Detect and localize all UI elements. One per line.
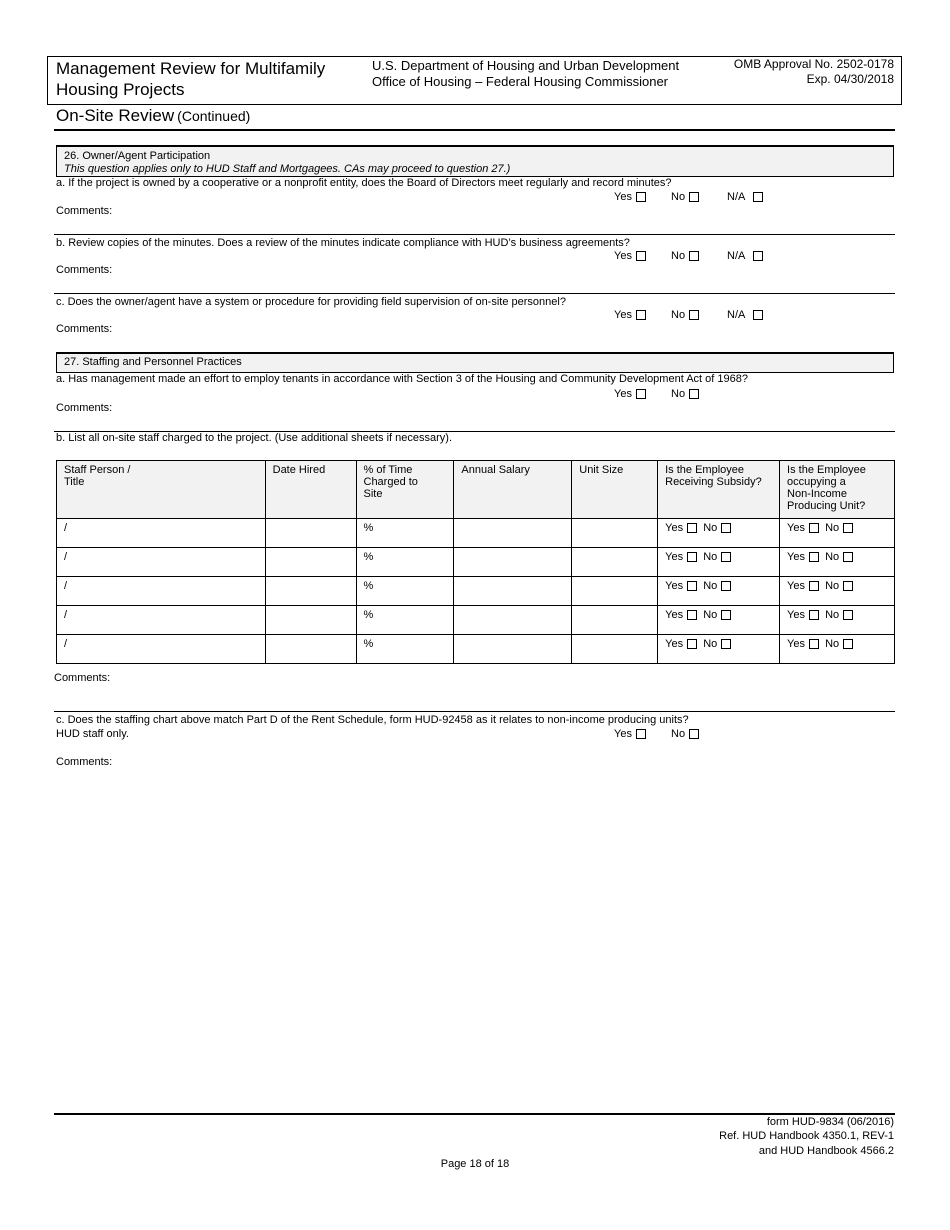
unit-size-cell[interactable] [572, 577, 658, 606]
yes-label: Yes [787, 609, 805, 621]
yes-checkbox[interactable] [687, 610, 697, 620]
no-checkbox[interactable] [689, 389, 699, 399]
percent-sign: % [363, 580, 374, 592]
table-row [57, 548, 895, 577]
percent-time-cell[interactable] [356, 519, 454, 548]
yes-checkbox[interactable] [809, 581, 819, 591]
subsidy-no[interactable] [703, 609, 731, 621]
receiving-subsidy-cell [658, 519, 780, 548]
yes-label: Yes [787, 551, 805, 563]
percent-time-cell[interactable] [356, 635, 454, 664]
divider [54, 293, 895, 294]
no-label: No [671, 250, 686, 262]
subsidy-yes[interactable] [665, 609, 697, 621]
non-income-unit-cell [780, 606, 895, 635]
footer-form-number: form HUD-9834 (06/2016) [766, 1116, 894, 1128]
subsidy-yes[interactable] [665, 638, 697, 650]
no-checkbox[interactable] [721, 610, 731, 620]
percent-time-cell[interactable] [356, 577, 454, 606]
question-26c: c. Does the owner/agent have a system or procedure for providing field supervision of on-site personnel? [56, 296, 566, 308]
unit-size-cell[interactable] [572, 635, 658, 664]
question-26a: a. If the project is owned by a cooperative or a nonprofit entity, does the Board of Directors meet regularly and record minutes? [56, 177, 672, 189]
annual-salary-cell[interactable] [454, 577, 572, 606]
omb-approval: OMB Approval No. 2502-0178 [733, 57, 894, 71]
date-hired-cell[interactable] [265, 635, 356, 664]
col-header-annual-salary: Annual Salary [454, 461, 572, 519]
no-label: No [825, 638, 840, 650]
no-label: No [671, 728, 686, 740]
col-header-percent-time: % of Time Charged to Site [356, 461, 454, 519]
unit-size-cell[interactable] [572, 548, 658, 577]
no-label: No [703, 522, 718, 534]
section-26-header [56, 145, 894, 177]
q27c-yes[interactable] [614, 728, 646, 740]
non-income-yes[interactable] [787, 522, 819, 534]
no-checkbox[interactable] [843, 552, 853, 562]
slash-separator: / [64, 522, 68, 534]
yes-checkbox[interactable] [687, 639, 697, 649]
no-label: No [825, 522, 840, 534]
slash-separator: / [64, 580, 68, 592]
form-title: Management Review for Multifamily Housing Projects [56, 59, 326, 99]
date-hired-cell[interactable] [265, 519, 356, 548]
yes-checkbox[interactable] [687, 581, 697, 591]
receiving-subsidy-cell [658, 606, 780, 635]
page-title-sub: (Continued) [177, 108, 251, 124]
na-label: N/A [727, 309, 746, 321]
yes-checkbox[interactable] [809, 610, 819, 620]
percent-sign: % [363, 551, 374, 563]
yes-label: Yes [787, 522, 805, 534]
staff-person-cell[interactable] [57, 519, 266, 548]
yes-label: Yes [787, 638, 805, 650]
q26b-na[interactable] [727, 250, 763, 262]
yes-checkbox[interactable] [636, 251, 646, 261]
page-title-main: On-Site Review [56, 106, 175, 125]
no-label: No [703, 638, 718, 650]
q26c-no[interactable] [671, 309, 699, 321]
question-27b: b. List all on-site staff charged to the project. (Use additional sheets if necessary). [56, 432, 452, 444]
q27c-no[interactable] [671, 728, 699, 740]
yes-checkbox[interactable] [809, 552, 819, 562]
q26a-no[interactable] [671, 191, 699, 203]
no-checkbox[interactable] [843, 581, 853, 591]
non-income-no[interactable] [825, 638, 853, 650]
no-label: No [825, 580, 840, 592]
yes-checkbox[interactable] [636, 192, 646, 202]
no-label: No [825, 609, 840, 621]
q27a-no[interactable] [671, 388, 699, 400]
no-checkbox[interactable] [721, 523, 731, 533]
slash-separator: / [64, 551, 68, 563]
no-label: No [825, 551, 840, 563]
no-label: No [703, 580, 718, 592]
no-checkbox[interactable] [689, 251, 699, 261]
non-income-unit-cell [780, 548, 895, 577]
yes-checkbox[interactable] [687, 523, 697, 533]
q26b-no[interactable] [671, 250, 699, 262]
na-label: N/A [727, 250, 746, 262]
percent-time-cell[interactable] [356, 606, 454, 635]
comments-label: Comments: [56, 323, 113, 335]
non-income-yes[interactable] [787, 580, 819, 592]
footer-rule [54, 1113, 895, 1115]
non-income-unit-cell [780, 577, 895, 606]
yes-label: Yes [665, 580, 684, 592]
table-row [57, 635, 895, 664]
q26c-na[interactable] [727, 309, 763, 321]
comments-label: Comments: [56, 756, 113, 768]
yes-checkbox[interactable] [809, 523, 819, 533]
no-checkbox[interactable] [843, 639, 853, 649]
date-hired-cell[interactable] [265, 606, 356, 635]
subsidy-no[interactable] [703, 522, 731, 534]
table-row [57, 606, 895, 635]
section-27-title: 27. Staffing and Personnel Practices [64, 356, 242, 368]
yes-checkbox[interactable] [636, 729, 646, 739]
yes-checkbox[interactable] [809, 639, 819, 649]
title-rule [54, 129, 895, 131]
col-header-staff-person: Staff Person / Title [57, 461, 266, 519]
date-hired-cell[interactable] [265, 577, 356, 606]
subsidy-yes[interactable] [665, 522, 697, 534]
table-row [57, 577, 895, 606]
yes-checkbox[interactable] [636, 389, 646, 399]
receiving-subsidy-cell [658, 548, 780, 577]
subsidy-no[interactable] [703, 580, 731, 592]
yes-label: Yes [614, 250, 632, 262]
staff-person-cell[interactable] [57, 548, 266, 577]
annual-salary-cell[interactable] [454, 519, 572, 548]
question-27a: a. Has management made an effort to employ tenants in accordance with Section 3 of the Housing and Community Development Act of 1968? [56, 373, 748, 385]
page-number: Page 18 of 18 [440, 1158, 510, 1170]
subsidy-yes[interactable] [665, 580, 697, 592]
non-income-no[interactable] [825, 580, 853, 592]
na-checkbox[interactable] [753, 310, 763, 320]
col-header-non-income-unit: Is the Employee occupying a Non-Income Producing Unit? [780, 461, 895, 519]
subsidy-no[interactable] [703, 638, 731, 650]
yes-label: Yes [665, 638, 684, 650]
comments-label: Comments: [56, 402, 113, 414]
date-hired-cell[interactable] [265, 548, 356, 577]
yes-checkbox[interactable] [636, 310, 646, 320]
yes-label: Yes [614, 309, 632, 321]
question-27c: c. Does the staffing chart above match Part D of the Rent Schedule, form HUD-92458 as it relates to non-income producing units? [56, 714, 689, 726]
non-income-no[interactable] [825, 551, 853, 563]
non-income-unit-cell [780, 635, 895, 664]
footer-ref-2: and HUD Handbook 4566.2 [758, 1145, 894, 1157]
slash-separator: / [64, 609, 68, 621]
staff-person-cell[interactable] [57, 606, 266, 635]
section-27-header [56, 352, 894, 373]
percent-time-cell[interactable] [356, 548, 454, 577]
non-income-no[interactable] [825, 522, 853, 534]
staff-table-header [57, 461, 895, 519]
non-income-yes[interactable] [787, 638, 819, 650]
yes-label: Yes [614, 728, 632, 740]
subsidy-yes[interactable] [665, 551, 697, 563]
comments-label: Comments: [56, 205, 113, 217]
section-26-note: This question applies only to HUD Staff and Mortgagees. CAs may proceed to question 27.) [64, 163, 511, 175]
na-checkbox[interactable] [753, 251, 763, 261]
slash-separator: / [64, 638, 68, 650]
yes-label: Yes [614, 191, 632, 203]
yes-label: Yes [665, 609, 684, 621]
no-checkbox[interactable] [689, 310, 699, 320]
yes-label: Yes [665, 551, 684, 563]
non-income-yes[interactable] [787, 609, 819, 621]
staff-table [56, 460, 895, 664]
yes-label: Yes [787, 580, 805, 592]
comments-label: Comments: [56, 264, 113, 276]
col-header-unit-size: Unit Size [572, 461, 658, 519]
no-checkbox[interactable] [843, 610, 853, 620]
q26c-yes[interactable] [614, 309, 646, 321]
question-27c-note: HUD staff only. [56, 728, 129, 740]
question-26b: b. Review copies of the minutes. Does a review of the minutes indicate compliance with HUD’s business agreements? [56, 237, 630, 249]
q27a-yes[interactable] [614, 388, 646, 400]
col-header-date-hired: Date Hired [265, 461, 356, 519]
percent-sign: % [363, 609, 374, 621]
no-label: No [671, 191, 686, 203]
header-box [47, 56, 902, 105]
na-checkbox[interactable] [753, 192, 763, 202]
q26a-yes[interactable] [614, 191, 646, 203]
percent-sign: % [363, 638, 374, 650]
annual-salary-cell[interactable] [454, 606, 572, 635]
no-checkbox[interactable] [843, 523, 853, 533]
non-income-unit-cell [780, 519, 895, 548]
no-checkbox[interactable] [689, 192, 699, 202]
staff-person-cell[interactable] [57, 577, 266, 606]
yes-label: Yes [665, 522, 684, 534]
department-line-2: Office of Housing – Federal Housing Commissioner [372, 74, 669, 89]
staff-person-cell[interactable] [57, 635, 266, 664]
divider [54, 234, 895, 235]
na-label: N/A [727, 191, 746, 203]
non-income-yes[interactable] [787, 551, 819, 563]
non-income-no[interactable] [825, 609, 853, 621]
no-checkbox[interactable] [721, 552, 731, 562]
col-header-receiving-subsidy: Is the Employee Receiving Subsidy? [658, 461, 780, 519]
no-label: No [671, 388, 686, 400]
table-row [57, 519, 895, 548]
annual-salary-cell[interactable] [454, 635, 572, 664]
comments-label: Comments: [54, 672, 111, 684]
unit-size-cell[interactable] [572, 606, 658, 635]
page-title [56, 106, 250, 126]
no-checkbox[interactable] [721, 639, 731, 649]
yes-label: Yes [614, 388, 632, 400]
no-label: No [703, 609, 718, 621]
yes-checkbox[interactable] [687, 552, 697, 562]
unit-size-cell[interactable] [572, 519, 658, 548]
receiving-subsidy-cell [658, 635, 780, 664]
no-label: No [703, 551, 718, 563]
no-checkbox[interactable] [689, 729, 699, 739]
footer-ref-1: Ref. HUD Handbook 4350.1, REV-1 [719, 1130, 894, 1142]
q26b-yes[interactable] [614, 250, 646, 262]
no-checkbox[interactable] [721, 581, 731, 591]
q26a-na[interactable] [727, 191, 763, 203]
receiving-subsidy-cell [658, 577, 780, 606]
divider [54, 711, 895, 712]
section-26-title: 26. Owner/Agent Participation [64, 150, 211, 162]
department-line-1: U.S. Department of Housing and Urban Development [372, 58, 680, 73]
no-label: No [671, 309, 686, 321]
subsidy-no[interactable] [703, 551, 731, 563]
percent-sign: % [363, 522, 374, 534]
annual-salary-cell[interactable] [454, 548, 572, 577]
omb-expiration: Exp. 04/30/2018 [806, 72, 894, 86]
